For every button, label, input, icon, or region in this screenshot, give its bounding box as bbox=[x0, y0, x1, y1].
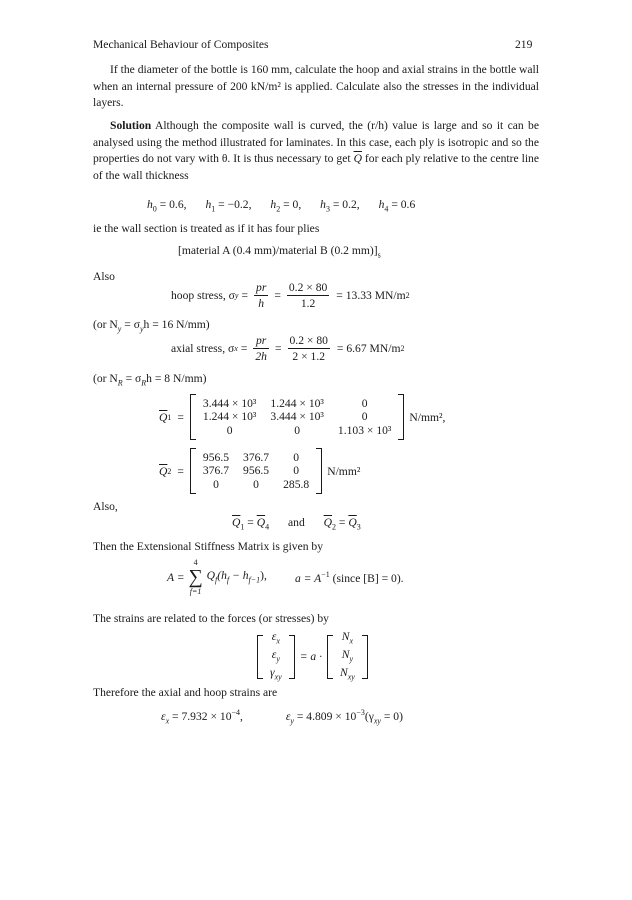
layup-line: [material A (0.4 mm)/material B (0.2 $mm)]_s$ bbox=[178, 244, 381, 260]
q-equalities: $\overline{Q}_1 = \overline{Q}_4$ and $\overline{Q}_2 = \overline{Q}_3$ bbox=[232, 516, 361, 532]
stiffness-sum-equation: A = 4 ∑ f=1 $Q_f(h_f - h_{f-1})$, $a = A^{-1}$ (since [B] = 0). bbox=[167, 558, 404, 596]
right-bracket bbox=[362, 635, 368, 679]
axial-stress-equation: axial stress, σ x = $\frac{pr}{2h}$ = $\frac{0.2 \times 80}{2 \times 1.2}$ = 6.67 MN/m 2 bbox=[171, 334, 405, 363]
hoop-note: (or $N_y = \sigma_yh = 16$ N/mm) bbox=[93, 318, 210, 334]
strain-force-equation: $\varepsilon_x$ $\varepsilon_y$ $\gamma_{xy}$ = a · $N_x$ $N_y$ $N_{xy}$ bbox=[257, 630, 368, 683]
strains-text: The strains are related to the forces (or stresses) by bbox=[93, 612, 329, 625]
axial-note: (or $N_R = \sigma_Rh = 8$ N/mm) bbox=[93, 372, 207, 388]
solution-text-b: for each ply relative to the centre line of the wall thickness bbox=[93, 152, 539, 182]
running-header-title: Mechanical Behaviour of Composites bbox=[93, 38, 269, 51]
summation-sign: 4 ∑ f=1 bbox=[188, 558, 203, 596]
solution-label: Solution bbox=[110, 119, 152, 132]
also-comma-label: Also, bbox=[93, 500, 118, 513]
h-value: $h_1 = -0.2$, bbox=[205, 198, 252, 214]
then-text: Then the Extensional Stiffness Matrix is given by bbox=[93, 540, 324, 553]
q1-matrix-equation: $\overline{Q}$ 1 = 3.444 × 10³ 1.244 × 10³ 0 1.244 × 10³ 3.444 × 10³ 0 0 0 1.103 × 10³ N/mm², bbox=[159, 394, 445, 440]
axial-strain: $\varepsilon_x = 7.932 \times 10^{-4}$, bbox=[161, 708, 243, 726]
h-value: $h_0 = 0.6$, bbox=[147, 198, 187, 214]
q2-matrix-equation: $\overline{Q}$ 2 = 956.5 376.7 0 376.7 956.5 0 0 0 285.8 N/mm² bbox=[159, 448, 360, 494]
hoop-strain: $\varepsilon_y = 4.809 \times 10^{-3}(\gamma_{xy} = 0)$ bbox=[285, 708, 403, 726]
q1-matrix: 3.444 × 10³ 1.244 × 10³ 0 1.244 × 10³ 3.444 × 10³ 0 0 0 1.103 × 10³ bbox=[202, 396, 392, 437]
q2-matrix: 956.5 376.7 0 376.7 956.5 0 0 0 285.8 bbox=[202, 450, 310, 491]
hoop-stress-equation: hoop stress, σ y = $\frac{pr}{h}$ = $\frac{0.2 \times 80}{1.2}$ = 13.33 MN/m 2 bbox=[171, 281, 410, 310]
also-label: Also bbox=[93, 270, 115, 283]
h-value: $h_3 = 0.2$, bbox=[320, 198, 360, 214]
h-value: $h_4 = 0.6$ bbox=[378, 198, 416, 214]
h-value: $h_2 = 0$, bbox=[270, 198, 302, 214]
right-bracket bbox=[316, 448, 322, 494]
therefore-text: Therefore the axial and hoop strains are bbox=[93, 686, 278, 699]
final-strains bbox=[161, 708, 403, 725]
h-values-line bbox=[147, 198, 415, 213]
q-bar-symbol: $\overline{Q}$ bbox=[353, 152, 362, 165]
right-bracket bbox=[398, 394, 404, 440]
intro-paragraph: If the diameter of the bottle is 160 mm, calculate the hoop and axial strains in the bottle wall when an internal pressure of 200 kN/m² is applied. Calculate also the stresses in the individual layers. bbox=[93, 63, 539, 109]
force-vector: $N_x$ $N_y$ $N_{xy}$ bbox=[340, 630, 355, 681]
right-bracket bbox=[289, 635, 295, 679]
solution-paragraph bbox=[93, 118, 539, 184]
page-number: 219 bbox=[515, 38, 533, 51]
solution-text-a: Although the composite wall is curved, the (r/h) value is large and so it can be analysed using the method illustrated for laminates. In this case, each ply is isotropic and so the properties do not vary with θ. It is thus necessary to get bbox=[93, 119, 539, 165]
ie-text: ie the wall section is treated as if it has four plies bbox=[93, 222, 320, 235]
strain-vector: $\varepsilon_x$ $\varepsilon_y$ $\gamma_{xy}$ bbox=[270, 630, 282, 681]
